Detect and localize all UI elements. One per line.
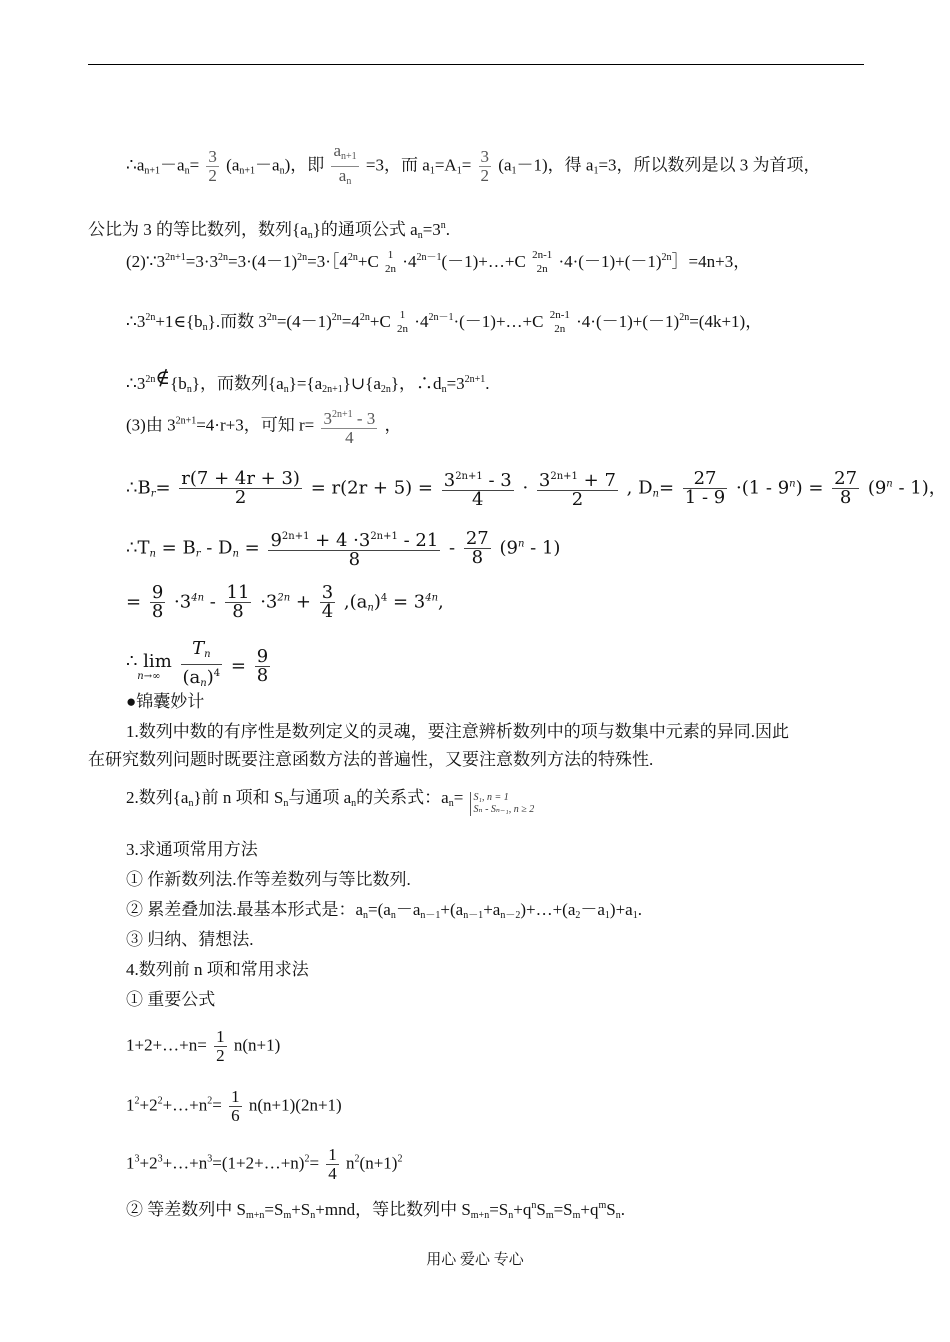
binomial-index: 2n-1 2n [532, 249, 553, 275]
tip-3-item-2: ② 累差叠加法.最基本形式是：$a_n=(a_n-a_{n-1}+(a_{n-1}+a_{n-2})+\dots+(a_2-a_1)+a_1$. [126, 900, 642, 921]
tip-4-heading: 4.数列前 n 项和常用求法 [126, 960, 309, 979]
tip-4-item-2: ② 等差数列中 $S_{m+n}=S_m+S_n+mnd$，等比数列中 $S_{m+n}=S_n+q^nS_m=S_m+q^mS_n$. [126, 1200, 626, 1221]
formula-sum-squares: $1^2+2^2+\dots+n^2=$ $\frac{1}{6}$ n(n+1)(2n+1) [126, 1087, 342, 1125]
section-heading-tips: ●锦囊妙计 [126, 692, 205, 711]
fraction-3-over-2: $\frac{3}{2}$ [208, 147, 217, 185]
formula-sum-cubes: $1^3+2^3+\dots+n^3=(1+2+\dots+n)^2=$ $\frac{1}{4}$ $n^2(n+1)^2$ [126, 1145, 403, 1183]
fraction-D: $\frac{27}{1 - 9}$ [684, 468, 726, 508]
solution-line-3: $(2)\because 3^{2n+1}=3\cdot 3^{2n}=3\cdot(4-1)^{2n}=3\cdot[4^{2n}+C$ 1 2n $\cdot 4^{2n-1}(-1)+\dots+C$ 2n-1 2n $\cdot 4\cdot(-1)+(-1)^{2n}]=4n+3$， [126, 249, 751, 275]
fraction-b: $\frac{3^{2n+1} + 7}{2}$ [538, 470, 616, 510]
solution-line-6: (3)由 $3^{2n+1}=4\cdot r+3$，可知 r= $\frac{3^{2n+1} - 3}{4}$ ， [126, 406, 402, 447]
binomial-index: 1 2n [397, 309, 409, 335]
solution-line-4: $\therefore 3^{2n}+1\in\{b_n\}$.而数 $3^{2n}=(4-1)^{2n}=4^{2n}+C$ 1 2n $\cdot 4^{2n-1}\cdot(-1)+\dots+C$ 2n-1 2n $\cdot 4\cdot(-1)+(-1)^{2n}=(4k+1)$， [126, 309, 763, 335]
fraction-1-4: $\frac{1}{4}$ [328, 1145, 337, 1183]
tip-1-line-1: 1.数列中数的有序性是数列定义的灵魂，要注意辨析数列中的项与数集中元素的异同.因此 [126, 722, 789, 741]
piecewise-cases: S₁, n = 1 Sₙ - Sₙ₋₁, n ≥ 2 [470, 792, 535, 816]
fraction-11-8: $\frac{11}{8}$ [226, 582, 250, 622]
tip-3-heading: 3.求通项常用方法 [126, 840, 258, 859]
tip-3-item-1: ① 作新数列法.作等差数列与等比数列. [126, 870, 411, 889]
fraction-r: $\frac{3^{2n+1} - 3}{4}$ [321, 406, 377, 447]
fraction-9-8: $\frac{9}{8}$ [151, 582, 164, 622]
fraction-B: $\frac{r(7 + 4r + 3)}{2}$ [181, 468, 300, 508]
formula-sum-n: 1+2+…+n= $\frac{1}{2}$ n(n+1) [126, 1027, 281, 1065]
solution-line-2: 公比为 3 的等比数列，数列$\{a_n\}$的通项公式 $a_n=3^n$. [88, 220, 451, 241]
fraction-ratio: $\frac{a_{n+1}}{a_n}$ [333, 141, 357, 187]
tip-3-item-3: ③ 归纳、猜想法. [126, 930, 254, 949]
fraction-T: $\frac{9^{2n+1} + 4 \cdot 3^{2n+1} - 21}{8}$ [270, 530, 439, 570]
formula-T-n: $\therefore T_n = B_r - D_n$ = $\frac{9^{2n+1} + 4 \cdot 3^{2n+1} - 21}{8}$ - $\frac{27}{8}$ (9$^n$ - 1) [126, 528, 561, 570]
tip-4-item-1: ① 重要公式 [126, 990, 216, 1009]
fraction-27-8: $\frac{27}{8}$ [465, 528, 489, 568]
formula-limit: ∴ lim n→∞ $\frac{T_n}{(a_n)^4}$ = $\frac{9}{8}$ [126, 640, 273, 693]
fraction-1-2: $\frac{1}{2}$ [216, 1027, 225, 1065]
fraction-27-8: $\frac{27}{8}$ [834, 468, 858, 508]
fraction-3-over-2: $\frac{3}{2}$ [480, 147, 490, 185]
fraction-a: $\frac{3^{2n+1} - 3}{4}$ [443, 470, 512, 510]
solution-line-1: $\therefore a_{n+1}-a_n=$ $\frac{3}{2}$ $(a_{n+1}-a_n)$，即 $\frac{a_{n+1}}{a_n}$ =3，而 $a_1=A_1=$ $\frac{3}{2}$ $(a_1-1)$，得 $a_1=3$，所以数列是以 3 为首项， [126, 142, 821, 191]
fraction-9-8: $\frac{9}{8}$ [256, 646, 269, 686]
binomial-index: 2n-1 2n [549, 309, 570, 335]
binomial-index: 1 2n [385, 249, 397, 275]
solution-line-5: $\therefore 3^{2n}\notin\{b_n\}$，而数列$\{a_n\}=\{a_{2n+1}\}\cup\{a_{2n}\}$，$\therefore d_n=3^{2n+1}$. [126, 367, 490, 395]
page-footer: 用心 爱心 专心 [426, 1252, 524, 1268]
header-rule [88, 64, 864, 65]
fraction-limit: $\frac{T_n}{(a_n)^4}$ [182, 638, 221, 689]
tip-2: 2.数列$\{a_n\}$前 n 项和 $S_n$与通项 $a_n$的关系式：$a_n=$ S₁, n = 1 Sₙ - Sₙ₋₁, n ≥ 2 [126, 787, 535, 815]
formula-simplified: = $\frac{9}{8}$ $\cdot 3^{4n}$ - $\frac{11}{8}$ $\cdot 3^{2n}$ + $\frac{3}{4}$ $,(a_n)^4 = 3^{4n}$, [126, 582, 444, 622]
formula-B-r: $\therefore B_r=$ $\frac{r(7 + 4r + 3)}{2}$ = r(2r + 5) = $\frac{3^{2n+1} - 3}{4}$ · $\frac{3^{2n+1} + 7}{2}$ , $D_n=$ $\frac{27}{1 - 9}$ $\cdot(1 - 9^n)$ = $\frac{27}{8}$ (9$^n$ - 1)， [126, 468, 947, 510]
tip-1-line-2: 在研究数列问题时既要注意函数方法的普遍性，又要注意数列方法的特殊性. [88, 750, 654, 769]
fraction-1-6: $\frac{1}{6}$ [231, 1087, 240, 1125]
fraction-3-4: $\frac{3}{4}$ [321, 582, 334, 622]
